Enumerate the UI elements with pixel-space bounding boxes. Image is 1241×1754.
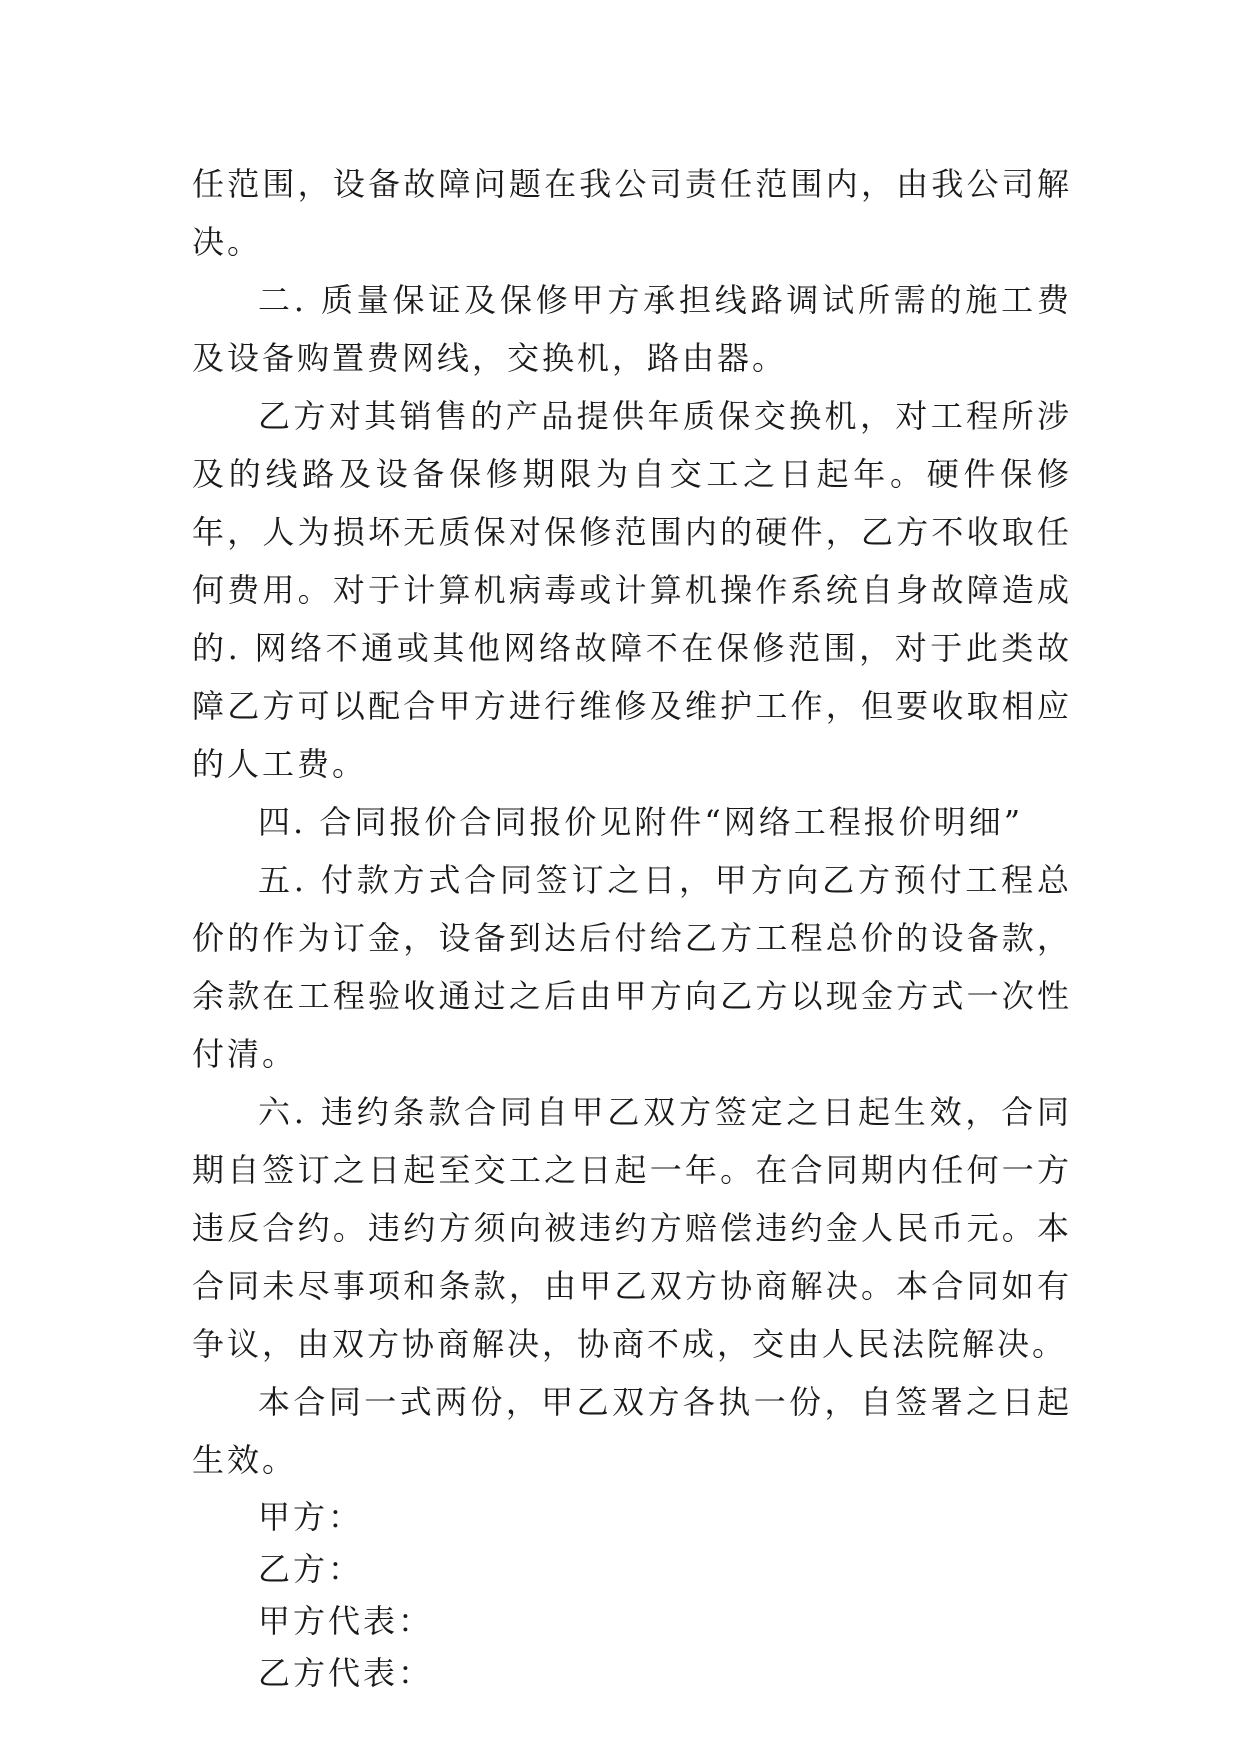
paragraph-quality-warranty: 二. 质量保证及保修甲方承担线路调试所需的施工费及设备购置费网线，交换机，路由器。 [192, 281, 1072, 377]
party-b-label: 乙方： [258, 1550, 364, 1588]
contract-body [192, 155, 1072, 1699]
party-b-representative-label: 乙方代表： [258, 1654, 434, 1692]
paragraph-copies: 本合同一式两份，甲乙双方各执一份，自签署之日起生效。 [192, 1383, 1072, 1479]
paragraph-warranty-terms: 乙方对其销售的产品提供年质保交换机，对工程所涉及的线路及设备保修期限为自交工之日起年。硬件保修年，人为损坏无质保对保修范围内的硬件，乙方不收取任何费用。对于计算机病毒或计算机操作系统自身故障造成的. 网络不通或其他网络故障不在保修范围，对于此类故障乙方可以配合甲方进行维修及维护工作，但要收取相应的人工费。 [192, 397, 1072, 783]
signature-block [192, 1491, 1072, 1699]
paragraph-responsibility-scope: 任范围，设备故障问题在我公司责任范围内，由我公司解决。 [192, 165, 1072, 261]
paragraph-contract-quote: 四. 合同报价合同报价见附件“网络工程报价明细” [258, 803, 1024, 841]
party-a-representative-label: 甲方代表： [258, 1602, 434, 1640]
party-a-label: 甲方： [258, 1498, 364, 1536]
paragraph-breach-terms: 六. 违约条款合同自甲乙双方签定之日起生效，合同期自签订之日起至交工之日起一年。在合同期内任何一方违反合约。违约方须向被违约方赔偿违约金人民币元。本合同未尽事项和条款，由甲乙双方协商解决。本合同如有争议，由双方协商解决，协商不成，交由人民法院解决。 [192, 1093, 1072, 1363]
paragraph-payment-method: 五. 付款方式合同签订之日，甲方向乙方预付工程总价的作为订金，设备到达后付给乙方工程总价的设备款，余款在工程验收通过之后由甲方向乙方以现金方式一次性付清。 [192, 861, 1072, 1073]
